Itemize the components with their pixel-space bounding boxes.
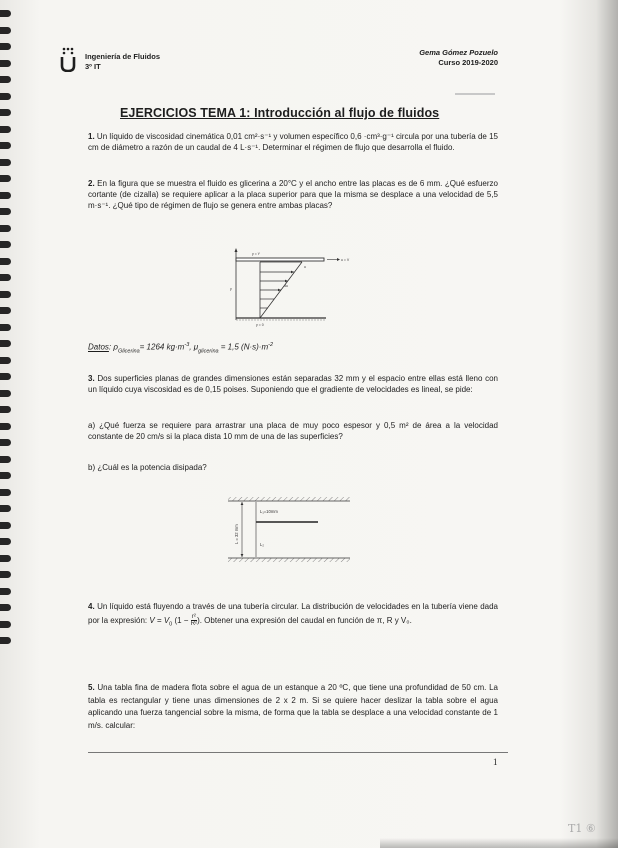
rho-subscript: Glicerina xyxy=(117,348,140,355)
exercise-number: 1. xyxy=(88,132,95,141)
exercise-1 xyxy=(88,131,498,153)
exercise-text: Una tabla fina de madera flota sobre el agua de un estanque a 20 ºC, que tiene una profundidad de 50 cm. La tabla es rectangular y tiene unas dimensiones de 2 x 2 m. Si se quiere hacer deslizar la tabla sobre el agua aplicando una fuerza tangencial sobre la misma, de forma que la tabla se desplace a una velocidad constante de 1 m/s. calcular: xyxy=(88,683,498,730)
university-logo-icon xyxy=(60,46,76,72)
formula-close: ). xyxy=(197,616,202,625)
rho-exponent: -3 xyxy=(184,342,190,348)
page-number: 1 xyxy=(493,757,498,767)
fig1-label-bottom: y = 0 xyxy=(256,323,264,327)
formula-denominator: R² xyxy=(190,621,198,628)
binder-hole xyxy=(0,621,11,628)
header-author-block xyxy=(419,48,498,68)
exercise-4 xyxy=(88,600,498,632)
mu-symbol: , μ xyxy=(189,342,199,352)
header-subject: Ingeniería de Fluidos xyxy=(85,52,161,61)
datos-label: Datos xyxy=(88,342,109,352)
binder-hole xyxy=(0,175,11,182)
exercise-3 xyxy=(88,373,498,395)
formula-numerator: r² xyxy=(191,614,196,621)
header-course: Curso 2019-2020 xyxy=(438,58,498,67)
binder-hole xyxy=(0,505,11,512)
exercise-2 xyxy=(88,178,498,211)
exercise-number: 3. xyxy=(88,374,95,383)
binder-hole xyxy=(0,340,11,347)
binder-hole xyxy=(0,373,11,380)
header-author: Gema Gómez Pozuelo xyxy=(419,48,498,57)
footer-rule xyxy=(88,752,508,753)
fig2-label-l: L = 32 mm xyxy=(234,524,239,544)
page-edge-shadow xyxy=(596,0,618,848)
binder-hole xyxy=(0,439,11,446)
binder-hole xyxy=(0,27,11,34)
page-title: EJERCICIOS TEMA 1: Introducción al flujo de fluidos xyxy=(120,106,440,120)
binder-hole xyxy=(0,423,11,430)
binder-hole xyxy=(0,456,11,463)
exercise-number: 4. xyxy=(88,602,95,611)
fig2-label-l1: L₁=10mm xyxy=(260,509,278,514)
fig1-label-y: y xyxy=(230,287,232,291)
header-institution xyxy=(85,52,160,72)
mu-subscript: glicerina xyxy=(198,348,219,355)
binder-hole xyxy=(0,588,11,595)
mu-exponent: -2 xyxy=(268,342,274,348)
binder-hole xyxy=(0,225,11,232)
exercise-text: Un líquido de viscosidad cinemática 0,01 cm²·s⁻¹ y volumen específico 0,6 ·cm³·g⁻¹ circula por una tubería de 15 cm de diámetro a razón de un caudal de 4 L·s⁻¹. Determinar el régimen de flujo que desarrolla el fluido. xyxy=(88,132,498,152)
exercise-text: Dos superficies planas de grandes dimensiones están separadas 32 mm y el espacio entre ellas está lleno con un líquido cuya viscosidad es de 0,15 poises. Suponiendo que el gradiente de velocidades es lineal, se pide: xyxy=(88,374,498,394)
rho-value: = 1264 kg·m xyxy=(139,342,185,352)
binder-hole xyxy=(0,472,11,479)
binder-hole xyxy=(0,43,11,50)
formula-lhs: V = V xyxy=(149,616,170,625)
binder-holes xyxy=(0,0,14,848)
formula-subscript: 0 xyxy=(169,621,173,628)
exercise-3b: b) ¿Cuál es la potencia disipada? xyxy=(88,463,207,472)
exercise-text-before: Un líquido está fluyendo a través de una tubería circular. La distribución de velocidades en la tubería viene dada por la expresión: xyxy=(88,602,498,625)
header-year: 3º IT xyxy=(85,62,101,71)
binder-hole xyxy=(0,258,11,265)
binder-hole xyxy=(0,76,11,83)
binder-hole xyxy=(0,60,11,67)
binder-hole xyxy=(0,10,11,17)
binder-hole xyxy=(0,571,11,578)
binder-hole xyxy=(0,274,11,281)
binder-hole xyxy=(0,604,11,611)
binder-hole xyxy=(0,109,11,116)
plates-gap-diagram xyxy=(222,494,356,568)
binder-hole xyxy=(0,538,11,545)
fig1-label-mid: u xyxy=(304,265,306,269)
binder-hole xyxy=(0,307,11,314)
exercise-5 xyxy=(88,682,498,732)
datos-line: Datos: $\rho_{Glicerina}= 1264$ $kg\cdot m^{-3}$, $\mu_{glicerina} = 1,5$ $(N\cdot s)\cdot m^{-2}$ xyxy=(88,342,274,355)
rho-symbol: ρ xyxy=(113,342,118,352)
page-bottom-shadow xyxy=(380,838,618,848)
binder-hole xyxy=(0,208,11,215)
binder-hole xyxy=(0,522,11,529)
exercise-3a: a) ¿Qué fuerza se requiere para arrastrar una placa de muy poco espesor y 0,5 m² de área a la velocidad constante de 20 cm/s si la placa dista 10 mm de una de las superficies? xyxy=(88,421,498,441)
binder-hole xyxy=(0,357,11,364)
binder-hole xyxy=(0,93,11,100)
fig2-label-l2: L₂ xyxy=(260,542,264,547)
binder-hole xyxy=(0,489,11,496)
plates-velocity-diagram xyxy=(226,244,356,328)
binder-hole xyxy=(0,142,11,149)
fig1-label-right: u = V xyxy=(341,258,350,262)
binder-hole xyxy=(0,159,11,166)
fig1-label-top: y = Y xyxy=(252,252,261,256)
fig1-label-du: du xyxy=(284,284,288,288)
exercise-text: En la figura que se muestra el fluido es glicerina a 20°C y el ancho entre las placas es de 6 mm. ¿Qué esfuerzo cortante (de cizalla) se requiere aplicar a la placa superior para que la misma se desplace a una velocidad de 5,5 m·s⁻¹. ¿Qué tipo de régimen de flujo se genera entre ambas placas? xyxy=(88,179,498,210)
formula-open: (1 − xyxy=(174,616,189,625)
binder-hole xyxy=(0,192,11,199)
binder-hole xyxy=(0,390,11,397)
mu-value: = 1,5 (N·s)·m xyxy=(218,342,269,352)
binder-hole xyxy=(0,241,11,248)
exercise-number: 5. xyxy=(88,683,95,692)
binder-hole xyxy=(0,406,11,413)
exercise-number: 2. xyxy=(88,179,95,188)
binder-hole xyxy=(0,291,11,298)
binder-hole xyxy=(0,555,11,562)
pencil-annotation: T1 ⑥ xyxy=(568,822,596,835)
binder-hole xyxy=(0,637,11,644)
exercise-text-after: Obtener una expresión del caudal en función de π, R y V₀. xyxy=(201,616,412,625)
scan-mark xyxy=(455,93,495,95)
binder-hole xyxy=(0,324,11,331)
binder-hole xyxy=(0,126,11,133)
